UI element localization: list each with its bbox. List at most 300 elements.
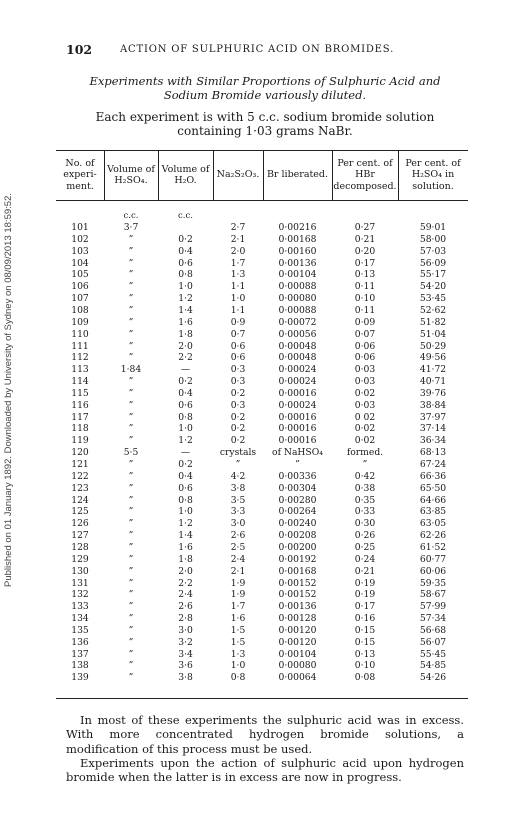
table-cell: 1·7 bbox=[230, 257, 246, 269]
table-cell: ” bbox=[362, 459, 368, 470]
table-cell: 0·02 bbox=[354, 423, 376, 435]
table-cell: 2·2 bbox=[178, 352, 193, 364]
table-cell: 3·7 bbox=[123, 222, 139, 233]
table-cell: 0·06 bbox=[354, 352, 376, 364]
table-cell: 0·00120 bbox=[278, 636, 317, 648]
table-cell: 133 bbox=[71, 601, 89, 613]
table-cell: 0·00048 bbox=[278, 352, 317, 364]
footnotes bbox=[66, 713, 464, 784]
table-cell: 0·02 bbox=[354, 387, 376, 399]
table-cell: 1·8 bbox=[178, 328, 193, 340]
table-cell: of NaHSO₄ bbox=[272, 447, 323, 459]
table-cell: 131 bbox=[71, 577, 89, 589]
table-cell: 56·68 bbox=[419, 624, 447, 636]
table-cell: 0·16 bbox=[354, 613, 376, 625]
table-cell: 118 bbox=[71, 423, 89, 435]
table-cell: 0·00200 bbox=[278, 541, 317, 553]
table-cell: ” bbox=[128, 411, 134, 423]
table-cell: ” bbox=[128, 281, 134, 293]
table-cell: 101 bbox=[71, 222, 89, 233]
table-row bbox=[56, 459, 468, 470]
column-header: Per cent. of H₂SO₄ in solution. bbox=[405, 157, 461, 192]
table-cell: 0·00088 bbox=[278, 304, 317, 316]
table-cell: ” bbox=[128, 269, 134, 281]
table-cell: 0·00024 bbox=[278, 364, 317, 376]
table-cell: ” bbox=[128, 233, 134, 245]
table-cell: 0·20 bbox=[354, 245, 376, 257]
table-cell: 0·13 bbox=[354, 648, 376, 660]
table-cell: 103 bbox=[71, 245, 89, 257]
table-cell: formed. bbox=[346, 447, 384, 459]
table-cell: ” bbox=[128, 672, 134, 684]
table-cell: 1·1 bbox=[230, 304, 246, 316]
table-cell: 60·06 bbox=[419, 565, 447, 577]
running-title: ACTION OF SULPHURIC ACID ON BROMIDES. bbox=[120, 44, 395, 55]
table-cell: 37·97 bbox=[419, 411, 447, 423]
table-row bbox=[56, 530, 468, 541]
table-cell: 68·13 bbox=[419, 447, 447, 459]
table-cell: ” bbox=[128, 601, 134, 613]
footnote-paragraph: In most of these experiments the sulphuric acid was in excess. With more concentrated hydrogen bromide solutions, a modification of this process must be used. bbox=[66, 713, 464, 756]
table-cell: 54·26 bbox=[419, 672, 447, 684]
table-cell: 2·1 bbox=[230, 565, 246, 577]
table-cell: 0·00104 bbox=[278, 269, 317, 281]
table-cell: 0·00120 bbox=[278, 624, 317, 636]
table-row bbox=[56, 601, 468, 612]
table-cell: 0·00160 bbox=[278, 245, 317, 257]
table-cell: 0·4 bbox=[178, 245, 193, 257]
table-cell: 1·9 bbox=[230, 589, 246, 601]
table-cell: 106 bbox=[71, 281, 89, 293]
table-cell: 1·9 bbox=[230, 577, 246, 589]
table-cell: ” bbox=[128, 387, 134, 399]
table-cell: 49·56 bbox=[419, 352, 447, 364]
table-cell: ” bbox=[235, 459, 241, 470]
table-cell: 0·00104 bbox=[278, 648, 317, 660]
table-cell: 1·84 bbox=[120, 364, 142, 376]
table-row bbox=[56, 341, 468, 352]
table-cell: 1·0 bbox=[178, 506, 193, 518]
table-row bbox=[56, 412, 468, 423]
table-cell: 0·00168 bbox=[278, 233, 317, 245]
table-cell: 105 bbox=[71, 269, 89, 281]
table-cell: ” bbox=[128, 589, 134, 601]
table-cell: 104 bbox=[71, 257, 89, 269]
table-row bbox=[56, 388, 468, 399]
table-row bbox=[56, 483, 468, 494]
table-cell: 132 bbox=[71, 589, 89, 601]
table-cell: 0·00016 bbox=[278, 387, 317, 399]
table-row bbox=[56, 518, 468, 529]
table-cell: 1·8 bbox=[178, 553, 193, 565]
table-cell: 0·24 bbox=[354, 553, 376, 565]
table-cell: 0·00168 bbox=[278, 565, 317, 577]
table-cell: 3·0 bbox=[178, 624, 193, 636]
table-cell: 0·08 bbox=[354, 672, 376, 684]
table-cell: 0·25 bbox=[354, 541, 376, 553]
table-top-rule bbox=[56, 150, 468, 151]
table-cell: 0·00080 bbox=[278, 293, 317, 305]
table-cell: ” bbox=[128, 541, 134, 553]
table-cell: 117 bbox=[71, 411, 89, 423]
table-cell: ” bbox=[128, 245, 134, 257]
table-row bbox=[56, 660, 468, 671]
table-cell: 0·00280 bbox=[278, 494, 317, 506]
table-cell: 66·36 bbox=[419, 470, 447, 482]
table-cell: 115 bbox=[71, 387, 89, 399]
column-header: Volume of H₂O. bbox=[161, 163, 210, 186]
table-cell: 0·00016 bbox=[278, 411, 317, 423]
table-cell: 1·3 bbox=[230, 269, 246, 281]
table-cell: 0·00336 bbox=[278, 470, 317, 482]
table-cell: 0·27 bbox=[354, 222, 376, 233]
table-row bbox=[56, 637, 468, 648]
table-cell: 57·99 bbox=[419, 601, 447, 613]
table-cell: ” bbox=[128, 577, 134, 589]
table-cell: 114 bbox=[71, 376, 89, 388]
table-cell: 0·15 bbox=[354, 636, 376, 648]
footnote-paragraph: Experiments upon the action of sulphuric acid upon hydrogen bromide when the latter is in excess are now in progress. bbox=[66, 755, 464, 785]
table-cell: ” bbox=[128, 482, 134, 494]
table-cell: 3·4 bbox=[178, 648, 193, 660]
table-cell: 0·00152 bbox=[278, 589, 317, 601]
table-cell: 65·50 bbox=[419, 482, 447, 494]
table-cell: 50·29 bbox=[419, 340, 447, 352]
table-row bbox=[56, 329, 468, 340]
table-row bbox=[56, 625, 468, 636]
table-cell: 36·34 bbox=[419, 435, 447, 447]
table-cell: 0·17 bbox=[354, 257, 376, 269]
table-row bbox=[56, 649, 468, 660]
table-row bbox=[56, 495, 468, 506]
table-cell: ” bbox=[128, 506, 134, 518]
table-cell: ” bbox=[128, 613, 134, 625]
page-number: 102 bbox=[66, 42, 93, 57]
table-cell: 0·00240 bbox=[278, 518, 317, 530]
table-row bbox=[56, 258, 468, 269]
table-cell: 120 bbox=[71, 447, 89, 459]
table-cell: 0·10 bbox=[354, 293, 376, 305]
table-cell: 107 bbox=[71, 293, 89, 305]
table-cell: 1·0 bbox=[230, 293, 246, 305]
table-row bbox=[56, 400, 468, 411]
table-cell: 0·00264 bbox=[278, 506, 317, 518]
table-cell: 58·67 bbox=[419, 589, 447, 601]
table-cell: 0·00072 bbox=[278, 316, 317, 328]
table-cell: 0·11 bbox=[354, 281, 376, 293]
table-cell: 0·21 bbox=[354, 565, 376, 577]
table-row bbox=[56, 613, 468, 624]
table-cell: 124 bbox=[71, 494, 89, 506]
table-cell: 61·52 bbox=[419, 541, 447, 553]
table-cell: 3·2 bbox=[178, 636, 193, 648]
table-cell: 0·00080 bbox=[278, 660, 317, 672]
table-row bbox=[56, 281, 468, 292]
table-row bbox=[56, 246, 468, 257]
table-cell: 3·0 bbox=[230, 518, 246, 530]
table-cell: 0·00088 bbox=[278, 281, 317, 293]
column-header: No. of experi-ment. bbox=[63, 157, 97, 192]
table-cell: 121 bbox=[71, 459, 89, 470]
table-cell: 2·8 bbox=[178, 613, 193, 625]
table-cell: 0·00152 bbox=[278, 577, 317, 589]
table-cell: 0·2 bbox=[230, 435, 246, 447]
table-cell: 0·06 bbox=[354, 340, 376, 352]
table-row bbox=[56, 506, 468, 517]
table-cell: 1·6 bbox=[178, 316, 193, 328]
table-cell: ” bbox=[128, 470, 134, 482]
table-row bbox=[56, 578, 468, 589]
table-cell: 0·21 bbox=[354, 233, 376, 245]
table-cell: 0·00024 bbox=[278, 399, 317, 411]
table-cell: 63·05 bbox=[419, 518, 447, 530]
table-cell: 0·2 bbox=[178, 233, 193, 245]
table-cell: 0·03 bbox=[354, 399, 376, 411]
table-cell: 2·5 bbox=[230, 541, 246, 553]
table-cell: 0·6 bbox=[230, 352, 246, 364]
table-row bbox=[56, 672, 468, 683]
table-cell: 0·00064 bbox=[278, 672, 317, 684]
table-cell: 0·13 bbox=[354, 269, 376, 281]
column-header: Na₂S₂O₃. bbox=[216, 169, 260, 181]
table-cell: 123 bbox=[71, 482, 89, 494]
table-cell: 59·01 bbox=[419, 222, 447, 233]
table-cell: ” bbox=[128, 565, 134, 577]
table-cell: ” bbox=[128, 530, 134, 542]
table-cell: 40·71 bbox=[419, 376, 447, 388]
table-cell: 0·00016 bbox=[278, 435, 317, 447]
table-cell: 41·72 bbox=[419, 364, 447, 376]
table-cell: 108 bbox=[71, 304, 89, 316]
table-cell: 57·03 bbox=[419, 245, 447, 257]
table-cell: 0·4 bbox=[178, 387, 193, 399]
intro-text: Each experiment is with 5 c.c. sodium bromide solution containing 1·03 grams NaBr. bbox=[95, 110, 435, 138]
table-cell: 113 bbox=[71, 364, 89, 376]
table-cell: 3·8 bbox=[178, 672, 193, 684]
table-cell: — bbox=[180, 447, 191, 459]
table-row bbox=[56, 447, 468, 458]
table-cell: 0·11 bbox=[354, 304, 376, 316]
table-cell: 0·3 bbox=[230, 399, 246, 411]
table-cell: 64·66 bbox=[419, 494, 447, 506]
table-cell: ” bbox=[128, 257, 134, 269]
table-cell: 0·07 bbox=[354, 328, 376, 340]
table-cell: 0·00016 bbox=[278, 423, 317, 435]
table-cell: 1·2 bbox=[178, 518, 193, 530]
table-cell: 0·4 bbox=[178, 470, 193, 482]
table-cell: 0·6 bbox=[230, 340, 246, 352]
table-cell: 3·8 bbox=[230, 482, 246, 494]
table-row bbox=[56, 435, 468, 446]
table-cell: 0·8 bbox=[230, 672, 246, 684]
unit-label: c.c. bbox=[123, 211, 139, 221]
table-cell: 54·85 bbox=[419, 660, 447, 672]
table-cell: 129 bbox=[71, 553, 89, 565]
table-cell: 4·2 bbox=[230, 470, 246, 482]
table-cell: 58·00 bbox=[419, 233, 447, 245]
table-cell: 0·03 bbox=[354, 364, 376, 376]
table-cell: 0·00136 bbox=[278, 601, 317, 613]
table-cell: 0·2 bbox=[230, 411, 246, 423]
download-notice: Published on 01 January 1892. Downloaded by University of Sydney on 08/09/2013 18:59:52. bbox=[3, 193, 14, 587]
table-cell: 1·0 bbox=[178, 423, 193, 435]
table-cell: 1·1 bbox=[230, 281, 246, 293]
table-cell: 125 bbox=[71, 506, 89, 518]
table-cell: 110 bbox=[71, 328, 89, 340]
table-cell: 136 bbox=[71, 636, 89, 648]
table-cell: ” bbox=[128, 340, 134, 352]
table-cell: 67·24 bbox=[419, 459, 447, 470]
table-row bbox=[56, 364, 468, 375]
table-cell: 0·35 bbox=[354, 494, 376, 506]
table-cell: 0·00304 bbox=[278, 482, 317, 494]
table-cell: 2·2 bbox=[178, 577, 193, 589]
table-cell: 1·0 bbox=[178, 281, 193, 293]
table-cell: 134 bbox=[71, 613, 89, 625]
table-cell: 138 bbox=[71, 660, 89, 672]
table-cell: 0·10 bbox=[354, 660, 376, 672]
table-cell: 2·0 bbox=[178, 565, 193, 577]
table-cell: 51·82 bbox=[419, 316, 447, 328]
table-cell: ” bbox=[128, 328, 134, 340]
table-cell: ” bbox=[128, 494, 134, 506]
table-cell: ” bbox=[128, 553, 134, 565]
table-row bbox=[56, 471, 468, 482]
table-cell: 62·26 bbox=[419, 530, 447, 542]
table-cell: 0·2 bbox=[178, 376, 193, 388]
table-row bbox=[56, 423, 468, 434]
table-cell: 0·6 bbox=[178, 482, 193, 494]
table-cell: 0·7 bbox=[230, 328, 246, 340]
table-cell: 1·2 bbox=[178, 293, 193, 305]
table-cell: ” bbox=[128, 316, 134, 328]
table-cell: 0·15 bbox=[354, 624, 376, 636]
table-cell: 137 bbox=[71, 648, 89, 660]
table-cell: 0·6 bbox=[178, 399, 193, 411]
table-cell: 54·20 bbox=[419, 281, 447, 293]
table-cell: 119 bbox=[71, 435, 89, 447]
table-cell: 63·85 bbox=[419, 506, 447, 518]
table-cell: 0·3 bbox=[230, 376, 246, 388]
table-cell: 0·2 bbox=[178, 459, 193, 470]
table-cell: ” bbox=[128, 435, 134, 447]
table-cell: ” bbox=[128, 660, 134, 672]
table-cell: 1·2 bbox=[178, 435, 193, 447]
table-cell: crystals bbox=[219, 447, 257, 459]
table-cell: 0·17 bbox=[354, 601, 376, 613]
table-cell: 0·00024 bbox=[278, 376, 317, 388]
table-row bbox=[56, 293, 468, 304]
table-cell: 0·00208 bbox=[278, 530, 317, 542]
table-cell: 112 bbox=[71, 352, 89, 364]
table-cell: ” bbox=[128, 648, 134, 660]
unit-label: c.c. bbox=[178, 211, 193, 221]
table-cell: ” bbox=[128, 459, 134, 470]
table-cell: ” bbox=[128, 376, 134, 388]
table-row bbox=[56, 305, 468, 316]
table-cell: ” bbox=[128, 624, 134, 636]
table-cell: ” bbox=[128, 352, 134, 364]
table-cell: 5·5 bbox=[123, 447, 139, 459]
table-cell: 2·6 bbox=[230, 530, 246, 542]
table-row bbox=[56, 566, 468, 577]
table-cell: 0·00128 bbox=[278, 613, 317, 625]
table-cell: ” bbox=[295, 459, 300, 470]
table-cell: 0·03 bbox=[354, 376, 376, 388]
table-row bbox=[56, 376, 468, 387]
table-cell: 55·17 bbox=[419, 269, 447, 281]
table-row bbox=[56, 269, 468, 280]
table-cell: — bbox=[180, 364, 191, 376]
table-cell: 2·4 bbox=[230, 553, 246, 565]
table-cell: 0·26 bbox=[354, 530, 376, 542]
table-cell: 0·3 bbox=[230, 364, 246, 376]
table-cell: 59·35 bbox=[419, 577, 447, 589]
table-cell: 116 bbox=[71, 399, 89, 411]
table-cell: 2·7 bbox=[230, 222, 246, 233]
column-header: Per cent. of HBr decomposed. bbox=[333, 157, 397, 192]
table-cell: 111 bbox=[71, 340, 89, 352]
table-cell: 0·19 bbox=[354, 577, 376, 589]
table-cell: ” bbox=[128, 423, 134, 435]
table-cell: 139 bbox=[71, 672, 89, 684]
table-cell: ” bbox=[128, 636, 134, 648]
table-cell: 0·38 bbox=[354, 482, 376, 494]
table-cell: 0·02 bbox=[354, 435, 376, 447]
table-cell: 130 bbox=[71, 565, 89, 577]
table-cell: 2·0 bbox=[230, 245, 246, 257]
table-cell: 0·00192 bbox=[278, 553, 317, 565]
table-cell: 0·6 bbox=[178, 257, 193, 269]
table-cell: 128 bbox=[71, 541, 89, 553]
table-cell: 55·45 bbox=[419, 648, 447, 660]
table-cell: 0·8 bbox=[178, 269, 193, 281]
table-cell: ” bbox=[128, 399, 134, 411]
table-cell: 122 bbox=[71, 470, 89, 482]
table-cell: 0·9 bbox=[230, 316, 246, 328]
table-cell: 0·42 bbox=[354, 470, 376, 482]
table-cell: 3·6 bbox=[178, 660, 193, 672]
table-cell: 39·76 bbox=[419, 387, 447, 399]
table-cell: 38·84 bbox=[419, 399, 447, 411]
table-cell: 2·4 bbox=[178, 589, 193, 601]
table-cell: 0·2 bbox=[230, 423, 246, 435]
table-cell: 1·4 bbox=[178, 530, 193, 542]
table-cell: 1·4 bbox=[178, 304, 193, 316]
table-caption: Experiments with Similar Proportions of Sulphuric Acid and Sodium Bromide variously diluted. bbox=[89, 74, 441, 102]
table-row bbox=[56, 222, 468, 233]
table-cell: 2·1 bbox=[230, 233, 246, 245]
table-cell: 1·7 bbox=[230, 601, 246, 613]
table-row bbox=[56, 542, 468, 553]
table-cell: 37·14 bbox=[419, 423, 447, 435]
table-cell: 1·0 bbox=[230, 660, 246, 672]
table-cell: 0 02 bbox=[354, 411, 376, 423]
table-cell: 1·3 bbox=[230, 648, 246, 660]
table-cell: 126 bbox=[71, 518, 89, 530]
table-cell: 56·07 bbox=[419, 636, 447, 648]
table-cell: ” bbox=[128, 293, 134, 305]
table-cell: 1·6 bbox=[230, 613, 246, 625]
table-cell: 1·5 bbox=[230, 624, 246, 636]
column-header: Volume of H₂SO₄. bbox=[107, 163, 155, 186]
table-cell: 0·00056 bbox=[278, 328, 317, 340]
page-header bbox=[66, 42, 466, 62]
table-row bbox=[56, 554, 468, 565]
table-cell: 3·3 bbox=[230, 506, 246, 518]
table-header-rule bbox=[56, 200, 468, 201]
table-cell: 0·8 bbox=[178, 411, 193, 423]
